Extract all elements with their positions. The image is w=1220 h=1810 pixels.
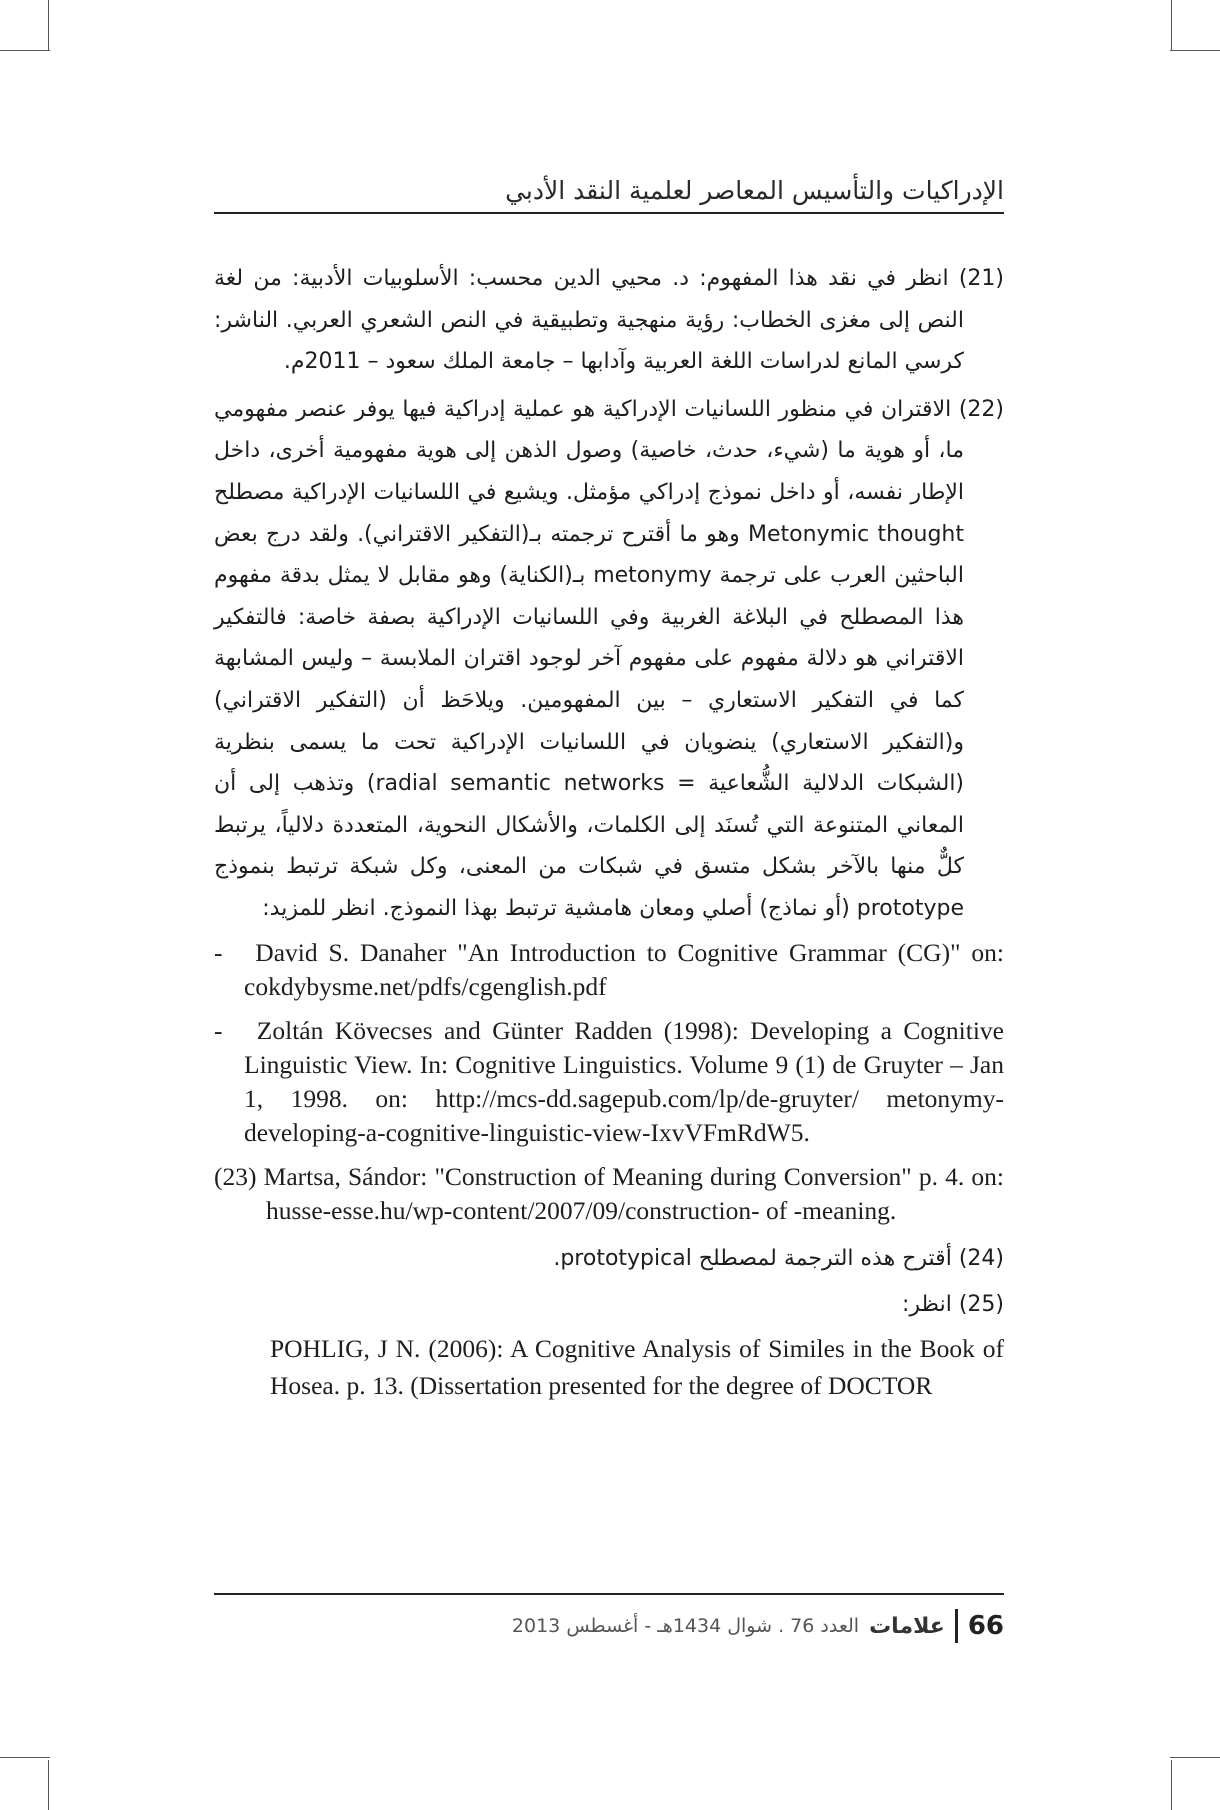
note-number: (22) [958, 396, 1004, 422]
note-text: أقترح هذه الترجمة لمصطلح prototypical. [553, 1245, 952, 1271]
crop-mark [1170, 50, 1220, 51]
crop-mark [1170, 1757, 1220, 1758]
note-number: (21) [958, 266, 1004, 291]
footnotes [214, 258, 1004, 1404]
note-22 [214, 389, 1004, 930]
footer-rule [214, 1593, 1004, 1595]
note-23 [214, 1160, 1004, 1228]
crop-mark [48, 0, 49, 50]
crop-mark [0, 1757, 50, 1758]
note-21 [214, 258, 1004, 383]
reference-text: Zoltán Kövecses and Günter Radden (1998): Developing a Cognitive Linguistic View. In: Cognitive Linguistics. Volume 9 (1) de Gruyter – Jan 1, 1998. on: http://mcs-dd.sagepub.com/lp/de-gruyter/ metonymy-developing-a-cognitive-linguistic-view-IxvVFmRdW5. [244, 1015, 1004, 1147]
journal-logo: علامات [869, 1613, 945, 1639]
note-number: (24) [958, 1245, 1004, 1271]
running-header: الإدراكيات والتأسيس المعاصر لعلمية النقد الأدبي [505, 176, 1004, 205]
note-text: انظر في نقد هذا المفهوم: د. محيي الدين محسب: الأسلوبيات الأدبية: من لغة النص إلى مغزى الخطاب: رؤية منهجية وتطبيقية في النص الشعري العربي. الناشر: كرسي المانع لدراسات اللغة العربية وآدابها – جامعة الملك سعود – 2011م. [214, 266, 964, 375]
header-rule [214, 212, 1004, 214]
footer-separator [955, 1609, 958, 1643]
crop-mark [1171, 0, 1172, 50]
list-dash: - [214, 937, 223, 967]
note-24 [214, 1238, 1004, 1280]
page-footer [214, 1606, 1004, 1646]
crop-mark [48, 1760, 49, 1810]
crop-mark [0, 50, 50, 51]
list-dash: - [214, 1015, 223, 1045]
crop-mark [1171, 1760, 1172, 1810]
reference-kovecses [214, 1014, 1004, 1150]
reference-danaher [214, 936, 1004, 1004]
note-text: انظر: [901, 1291, 952, 1317]
reference-text: David S. Danaher "An Introduction to Cognitive Grammar (CG)" on: cokdybysme.net/pdfs/cgenglish.pdf [244, 937, 1005, 1001]
note-text: Martsa, Sándor: "Construction of Meaning during Conversion" p. 4. on: husse-esse.hu/wp-content/2007/09/construction- of -meaning. [263, 1161, 1004, 1225]
note-number: (25) [958, 1291, 1004, 1317]
note-25 [214, 1284, 1004, 1326]
note-text: الاقتران في منظور اللسانيات الإدراكية هو عملية إدراكية فيها يوفر عنصر مفهومي ما، أو هوية ما (شيء، حدث، خاصية) وصول الذهن إلى هوية مفهومية أخرى، داخل الإطار نفسه، أو داخل نموذج إدراكي مؤمثل. ويشيع في اللسانيات الإدراكية مصطلح Metonymic thought وهو ما أقترح ترجمته بـ(التفكير الاقتراني). ولقد درج بعض الباحثين العرب على ترجمة metonymy بـ(الكناية) وهو مقابل لا يمثل بدقة مفهوم هذا المصطلح في البلاغة الغربية وفي اللسانيات الإدراكية بصفة خاصة: فالتفكير الاقتراني هو دلالة مفهوم على مفهوم آخر لوجود اقتران الملابسة – وليس المشابهة كما في التفكير الاستعاري – بين المفهومين. ويلاحَظ أن (التفكير الاقتراني) و(التفكير الاستعاري) ينضويان في اللسانيات الإدراكية تحت ما يسمى بنظرية (الشبكات الدلالية الشُّعاعية = radial semantic networks) وتذهب إلى أن المعاني المتنوعة التي تُسنَد إلى الكلمات، والأشكال النحوية، المتعددة دلالياً، يرتبط كلٌّ منها بالآخر بشكل متسق في شبكات من المعنى، وكل شبكة ترتبط بنموذج prototype (أو نماذج) أصلي ومعان هامشية ترتبط بهذا النموذج. انظر للمزيد: [214, 396, 965, 921]
page-number: 66 [967, 1611, 1004, 1641]
reference-pohlig: POHLIG, J N. (2006): A Cognitive Analysis of Similes in the Book of Hosea. p. 13. (Dissertation presented for the degree of DOCTOR [270, 1333, 1004, 1400]
issue-info: العدد 76 . شوال 1434هـ - أغسطس 2013 [511, 1615, 860, 1637]
note-number: (23) [214, 1161, 257, 1191]
